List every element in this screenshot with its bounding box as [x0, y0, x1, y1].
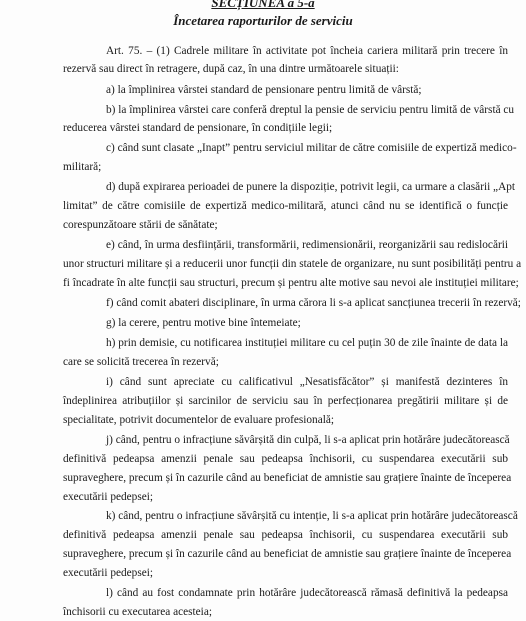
list-item-k-cont: executării pedepsei; [63, 567, 154, 580]
list-item-e: e) când, în urma desființării, transformării, redimensionării, reorganizării sau redislocării [106, 239, 508, 252]
list-item-l: l) când au fost condamnate prin hotărâre judecătorească rămasă definitivă la pedeapsa [106, 587, 508, 600]
list-item-c-cont: militară; [63, 161, 102, 174]
list-item-l-cont: închisorii cu executarea acesteia; [63, 606, 212, 618]
section-subtitle: Încetarea raporturilor de serviciu [173, 13, 353, 28]
list-item-e-cont: fi încadrate în alte funcții sau structuri, precum și pentru alte motive sau nevoi ale instituției militare; [63, 277, 519, 290]
list-item-k-cont: supraveghere, precum și în cazurile când au beneficiat de amnistie sau grațiere înainte de începerea [63, 548, 512, 561]
list-item-a: a) la împlinirea vârstei standard de pensionare pentru limită de vârstă; [106, 83, 422, 96]
list-item-b: b) la împlinirea vârstei care conferă dreptul la pensie de serviciu pentru limită de vârstă cu [106, 103, 515, 116]
list-item-g: g) la cerere, pentru motive bine întemeiate; [106, 316, 301, 329]
list-item-i-cont: îndeplinirea atribuțiilor și sarcinilor de serviciu sau în perfecționarea pregătirii militare și de [63, 395, 508, 408]
list-item-c: c) când sunt clasate „Inapt” pentru serviciul militar de către comisiile de expertiză medico- [106, 142, 517, 155]
list-item-j-cont: executării pedepsei; [63, 490, 154, 503]
list-item-j-cont: supraveghere, precum și în cazurile când au beneficiat de amnistie sau grațiere înainte de începerea [63, 471, 512, 484]
list-item-f: f) când comit abateri disciplinare, în urma cărora li s-a aplicat sancțiunea trecerii în rezervă; [106, 297, 521, 310]
list-item-d-cont: limitat” de către comisiile de expertiză medico-militară, atunci când nu se identifică o funcție [63, 199, 508, 212]
list-item-d: d) după expirarea perioadei de punere la dispoziție, potrivit legii, ca urmare a clasării „Apt [106, 180, 516, 193]
list-item-k-cont: definitivă pedeapsa amenzii penale sau pedeapsa închisorii, cu suspendarea executării sub [63, 529, 508, 542]
list-item-h-cont: care se solicită trecerea în rezervă; [63, 355, 219, 368]
article-line: rezervă sau direct în retragere, după caz, în una dintre următoarele situații: [63, 63, 399, 76]
list-item-i-cont: specialitate, potrivit documentelor de evaluare profesională; [63, 414, 335, 427]
list-item-e-cont: unor structuri militare și a reducerii unor funcții din statele de organizare, nu sunt posibilități pentru a [63, 258, 522, 271]
list-item-j-cont: definitivă pedeapsa amenzii penale sau pedeapsa închisorii, cu suspendarea executării sub [63, 452, 508, 465]
list-item-h: h) prin demisie, cu notificarea instituției militare cu cel puțin 30 de zile înainte de data la [106, 336, 508, 349]
article-line: Art. 75. – (1) Cadrele militare în activitate pot încheia cariera militară prin trecere în [106, 45, 508, 57]
list-item-k: k) când, pentru o infracțiune săvârșită cu intenție, li s-a aplicat prin hotărâre judecătorească [106, 510, 518, 523]
list-item-d-cont: corespunzătoare stării de sănătate; [63, 218, 218, 231]
list-item-i: i) când sunt apreciate cu calificativul „Nesatisfăcător” și manifestă dezinteres în [106, 376, 508, 389]
list-item-b-cont: reducerea vârstei standard de pensionare, în condițiile legii; [63, 122, 333, 135]
section-title: SECȚIUNEA a 5-a [211, 0, 315, 10]
list-item-j: j) când, pentru o infracțiune săvârșită din culpă, li s-a aplicat prin hotărâre judecătorească [106, 433, 510, 446]
